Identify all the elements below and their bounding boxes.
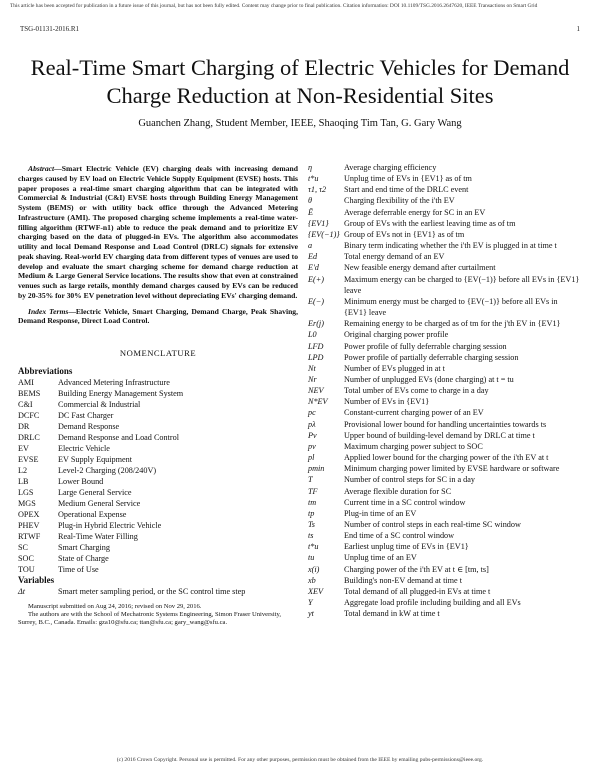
symbol-entry-definition: Unplug time of an EV <box>344 553 417 563</box>
symbol-entry-definition: Aggregate load profile including building and all EVs <box>344 598 521 608</box>
symbol-entry <box>308 530 582 541</box>
abbreviation-entry-term: L2 <box>18 466 28 475</box>
abstract-lead: Abstract <box>28 164 55 173</box>
symbol-entry-term: Y <box>308 598 313 608</box>
variable-list <box>18 586 298 597</box>
abbreviation-entry <box>18 498 298 509</box>
symbol-entry-definition: Charging flexibility of the i'th EV <box>344 196 455 206</box>
symbol-entry-term: η <box>308 163 313 172</box>
abbreviation-entry <box>18 476 298 487</box>
left-column <box>18 158 298 627</box>
symbol-entry <box>308 564 582 575</box>
symbol-entry-definition: Remaining energy to be charged as of tm for the j'th EV in {EV1} <box>344 319 561 329</box>
abbreviation-entry <box>18 432 298 443</box>
abbreviation-entry-definition: Electric Vehicle <box>58 444 110 453</box>
symbol-entry-term: pmin <box>308 464 325 474</box>
symbol-entry-definition: Constant-current charging power of an EV <box>344 408 484 418</box>
symbol-entry-term: E(−) <box>308 296 324 306</box>
symbol-entry-term: Nt <box>308 363 316 373</box>
abbreviation-entry-term: DR <box>18 422 30 431</box>
symbol-entry <box>308 274 582 296</box>
abbreviation-entry-term: C&I <box>18 400 33 409</box>
symbol-entry-definition: Number of control steps for SC in a day <box>344 475 475 485</box>
symbol-entry-term: pl <box>308 453 315 463</box>
symbol-entry-definition: Total demand in kW at time t <box>344 609 440 619</box>
symbol-entry-definition: Average flexible duration for SC <box>344 486 452 496</box>
symbol-entry <box>308 162 582 173</box>
symbol-entry-term: L0 <box>308 330 317 340</box>
symbol-entry-definition: Binary term indicating whether the i'th EV is plugged in at time t <box>344 241 557 251</box>
symbol-entry <box>308 329 582 340</box>
symbol-entry <box>308 519 582 530</box>
symbol-entry <box>308 586 582 597</box>
symbol-entry <box>308 229 582 240</box>
symbol-entry <box>308 486 582 497</box>
symbol-entry-term: τ1, τ2 <box>308 185 327 195</box>
abbreviation-entry <box>18 465 298 476</box>
abbreviation-entry-term: SC <box>18 543 29 552</box>
symbol-entry <box>308 173 582 184</box>
symbol-entry <box>308 318 582 329</box>
symbol-entry-definition: Start and end time of the DRLC event <box>344 185 469 195</box>
symbol-entry <box>308 597 582 608</box>
symbol-entry-definition: Applied lower bound for the charging power of the i'th EV at t <box>344 453 549 463</box>
symbol-entry-definition: Average charging efficiency <box>344 163 437 172</box>
copyright-notice: (c) 2016 Crown Copyright. Personal use is permitted. For any other purposes, permission must be obtained from the IEEE by emailing pubs-permissions@ieee.org. <box>116 757 484 763</box>
symbol-entry-term: θ <box>308 196 313 206</box>
abbreviation-entry-definition: Demand Response <box>58 422 120 431</box>
symbol-entry <box>308 374 582 385</box>
nomenclature-heading: NOMENCLATURE <box>119 348 197 358</box>
paper-title: Real-Time Smart Charging of Electric Vehicles for Demand Charge Reduction at Non-Residential Sites <box>30 55 570 108</box>
abbreviation-entry <box>18 454 298 465</box>
symbol-entry-definition: Number of control steps in each real-time SC window <box>344 520 521 529</box>
symbol-entry-definition: Minimum charging power limited by EVSE hardware or software <box>344 464 560 474</box>
symbol-entry-definition: Number of unplugged EVs (done charging) at t = tu <box>344 374 514 384</box>
abbreviation-entry <box>18 388 298 399</box>
symbol-entry-definition: Number of EVs plugged in at t <box>344 363 445 373</box>
symbol-entry <box>308 552 582 563</box>
abbreviation-list <box>18 377 298 575</box>
symbol-entry-definition: Charging power of the i'th EV at t ∈ [tm, ts] <box>344 564 489 574</box>
abbreviation-entry-term: DRLC <box>18 433 40 442</box>
index-terms <box>18 307 298 327</box>
abbreviation-entry <box>18 564 298 575</box>
symbol-entry-term: Er(j) <box>308 319 324 329</box>
symbol-entry-definition: Power profile of fully deferrable charging session <box>344 341 507 351</box>
symbol-entry-term: T <box>308 475 313 485</box>
symbol-entry-term: NEV <box>308 386 324 396</box>
abstract <box>18 164 298 301</box>
symbol-entry-term: LPD <box>308 352 324 362</box>
manuscript-footnote <box>18 603 298 627</box>
page-number: 1 <box>576 25 580 33</box>
symbol-entry-term: pc <box>308 408 316 418</box>
symbol-entry-definition: Upper bound of building-level demand by DRLC at time t <box>344 430 535 440</box>
abbreviation-entry-definition: Building Energy Management System <box>58 389 184 398</box>
symbol-entry-term: t*u <box>308 542 319 552</box>
abbreviation-entry-term: RTWF <box>18 532 41 541</box>
abbreviation-entry <box>18 531 298 542</box>
symbol-entry <box>308 430 582 441</box>
abbreviation-entry <box>18 509 298 520</box>
symbol-entry-term: tm <box>308 497 317 507</box>
abbreviation-entry-term: EVSE <box>18 455 39 464</box>
symbol-entry-definition: Building's non-EV demand at time t <box>344 575 462 585</box>
symbol-entry-term: a <box>308 241 313 251</box>
symbol-entry <box>308 195 582 206</box>
abbreviation-entry-definition: Commercial & Industrial <box>58 400 141 409</box>
abbreviation-entry-term: BEMS <box>18 389 41 398</box>
symbol-entry-definition: Provisional lower bound for handling uncertainties towards ts <box>344 419 547 429</box>
variables-heading: Variables <box>18 575 55 585</box>
abbreviation-entry <box>18 443 298 454</box>
symbol-entry-term: XEV <box>308 586 324 596</box>
abbreviation-entry-definition: Time of Use <box>58 565 99 574</box>
symbol-entry <box>308 296 582 318</box>
symbol-entry-definition: Minimum energy must be charged to {EV(−1)} before all EVs in {EV1} leave <box>344 296 558 318</box>
abbreviation-entry-definition: Plug-in Hybrid Electric Vehicle <box>58 521 162 530</box>
symbol-entry-definition: Group of EVs not in {EV1} as of tm <box>344 229 465 239</box>
abbreviation-entry-definition: Level-2 Charging (208/240V) <box>58 466 157 475</box>
abbreviation-entry <box>18 399 298 410</box>
symbol-entry-term: E'd <box>308 263 319 273</box>
symbol-entry-term: LFD <box>308 341 324 351</box>
symbol-entry-definition: End time of a SC control window <box>344 531 455 541</box>
abbreviation-entry-definition: Operational Expense <box>58 510 127 519</box>
symbol-entry-definition: Unplug time of EVs in {EV1} as of tm <box>344 174 472 184</box>
symbol-entry-term: Ts <box>308 520 315 529</box>
symbol-entry-term: {EV1} <box>308 218 329 228</box>
symbol-entry <box>308 452 582 463</box>
index-terms-lead: Index Terms <box>28 306 69 316</box>
abbreviation-entry-definition: Real-Time Water Filling <box>58 532 138 541</box>
symbol-entry-term: tp <box>308 508 315 518</box>
symbol-entry <box>308 396 582 407</box>
abbreviation-entry <box>18 421 298 432</box>
abbreviation-entry <box>18 520 298 531</box>
symbol-entry-term: {EV(−1)} <box>308 229 340 239</box>
symbol-entry <box>308 240 582 251</box>
abbreviation-entry-term: LGS <box>18 488 34 497</box>
symbol-entry <box>308 251 582 262</box>
symbol-entry-term: ts <box>308 531 314 541</box>
abbreviation-entry <box>18 542 298 553</box>
symbol-entry-definition: Total energy demand of an EV <box>344 252 445 262</box>
symbol-entry-definition: Total demand of all plugged-in EVs at time t <box>344 586 491 596</box>
variable-entry-definition: Smart meter sampling period, or the SC control time step <box>58 587 246 596</box>
abbreviation-entry <box>18 410 298 421</box>
symbol-entry <box>308 363 582 374</box>
abbreviation-entry <box>18 487 298 498</box>
symbol-entry-definition: Group of EVs with the earliest leaving time as of tm <box>344 218 516 228</box>
footnote-line-2: The authors are with the School of Mechatronic Systems Engineering, Simon Fraser University, Surrey, B.C., Canada. Emails: gza10@sfu.ca; ttan@sfu.ca; gary_wang@sfu.ca. <box>18 611 282 626</box>
symbol-entry <box>308 407 582 418</box>
symbol-entry-definition: Current time in a SC control window <box>344 497 466 507</box>
abbreviation-entry-definition: State of Charge <box>58 554 109 563</box>
symbol-entry <box>308 441 582 452</box>
symbol-entry <box>308 184 582 195</box>
symbol-entry-term: yt <box>308 609 314 619</box>
abbreviation-entry-definition: Smart Charging <box>58 543 110 552</box>
symbol-entry <box>308 463 582 474</box>
symbol-entry-term: x(i) <box>308 564 320 574</box>
abbreviation-entry-term: OPEX <box>18 510 40 519</box>
symbol-entry-definition: Number of EVs in {EV1} <box>344 397 430 407</box>
symbol-entry-term: TF <box>308 486 318 496</box>
page-header <box>20 25 580 33</box>
symbol-entry <box>308 497 582 508</box>
symbol-entry <box>308 341 582 352</box>
symbol-entry <box>308 541 582 552</box>
symbol-entry-term: t*u <box>308 174 319 184</box>
symbol-entry-term: pv <box>308 441 316 451</box>
symbol-entry-definition: New feasible energy demand after curtailment <box>344 263 496 273</box>
symbol-entry-term: Ē <box>308 207 314 217</box>
abbreviation-entry-definition: Demand Response and Load Control <box>58 433 179 442</box>
symbol-entry-term: E(+) <box>308 274 324 284</box>
abbreviation-entry-term: DCFC <box>18 411 40 420</box>
symbol-entry-definition: Maximum energy can be charged to {EV(−1)} before all EVs in {EV1} leave <box>344 274 580 295</box>
abbreviation-entry <box>18 553 298 564</box>
abbreviation-entry-term: EV <box>18 444 29 453</box>
abbreviation-entry-term: PHEV <box>18 521 40 530</box>
abbreviation-entry-definition: Lower Bound <box>58 477 104 486</box>
symbol-entry-definition: Maximum charging power subject to SOC <box>344 441 483 451</box>
author-line: Guanchen Zhang, Student Member, IEEE, Shaoqing Tim Tan, G. Gary Wang <box>138 118 462 129</box>
abbreviation-entry-term: TOU <box>18 565 35 574</box>
abbreviation-entry-term: AMI <box>18 378 34 387</box>
abbreviation-entry-definition: EV Supply Equipment <box>58 455 132 464</box>
symbol-entry-definition: Original charging power profile <box>344 330 449 340</box>
footnote-line-1: Manuscript submitted on Aug 24, 2016; revised on Nov 29, 2016. <box>28 603 202 610</box>
symbol-entry <box>308 474 582 485</box>
publication-notice: This article has been accepted for publication in a future issue of this journal, but has not been fully edited. Content may change prior to final publication. Citation information: DOI 10.1109/TSG.2016.2647620, IEEE Transactions on Smart Grid <box>10 3 538 9</box>
abbreviation-entry-definition: Medium General Service <box>58 499 141 508</box>
symbol-entry-term: N*EV <box>308 397 328 407</box>
variable-entry <box>18 586 298 597</box>
symbol-entry <box>308 575 582 586</box>
symbol-entry-term: tu <box>308 553 315 563</box>
symbol-entry <box>308 508 582 519</box>
paper-id: TSG-01131-2016.R1 <box>20 25 80 33</box>
symbol-entry <box>308 385 582 396</box>
symbol-entry-definition: Power profile of partially deferrable charging session <box>344 352 519 362</box>
symbol-entry-definition: Earliest unplug time of EVs in {EV1} <box>344 542 469 552</box>
abbreviation-entry-definition: Advanced Metering Infrastructure <box>58 378 170 387</box>
symbol-entry <box>308 419 582 430</box>
symbol-entry-term: xb <box>308 575 316 585</box>
symbol-entry <box>308 218 582 229</box>
abbreviation-entry-term: LB <box>18 477 29 486</box>
symbol-entry <box>308 608 582 619</box>
symbol-entry <box>308 262 582 273</box>
abbreviation-entry-term: SOC <box>18 554 34 563</box>
symbol-entry-definition: Plug-in time of an EV <box>344 508 417 518</box>
abbreviation-entry-term: MGS <box>18 499 36 508</box>
abstract-text: —Smart Electric Vehicle (EV) charging deals with increasing demand charges caused by EV load on Electric Vehicle Supply Equipment (EVSE) hosts. This paper proposes a real-time smart charging algorithm that can be integrated with Commercial & Industrial (C&I) EVSE hosts through Building Energy Management System (BEMS) or with utility back office through the Advanced Metering Infrastructure (AMI). The proposed charging scheme implements a real-time water-filling algorithm (RTWF-n1) able to reduce the peak demand and to prioritize EV charging based on the data of plugged-in EVs. The algorithm also accommodates utility and local Demand Response and Load Control (DRLC) signals for extensive peak shaving. Real-world EV charging data from different types of venues are used to develop and evaluate the smart charging scheme for demand charge reduction at Medium & Large General Service locations. The results show that even at constrained venues such as large retails, monthly demand charges caused by EVs can be reduced by 20-35% for 30% EV penetration level without depreciating EVs' charging demand. <box>18 164 298 300</box>
abbreviation-entry-definition: Large General Service <box>58 488 132 497</box>
symbol-entry <box>308 352 582 363</box>
symbol-entry-definition: Average deferrable energy for SC in an EV <box>344 207 486 217</box>
symbol-entry <box>308 207 582 218</box>
symbol-entry-term: Pv <box>308 430 317 440</box>
symbol-entry-term: Nr <box>308 374 317 384</box>
symbol-list <box>308 162 582 619</box>
symbol-entry-term: Ed <box>308 252 318 262</box>
variable-entry-term: Δt <box>18 587 26 596</box>
index-terms-text: —Electric Vehicle, Smart Charging, Demand Charge, Peak Shaving, Demand Response, Direct Load Control. <box>18 306 298 326</box>
symbol-entry-term: pλ <box>308 419 316 429</box>
symbol-entry-definition: Total umber of EVs come to charge in a day <box>344 386 489 396</box>
abbreviations-heading: Abbreviations <box>18 366 73 376</box>
abbreviation-entry <box>18 377 298 388</box>
abbreviation-entry-definition: DC Fast Charger <box>58 411 114 420</box>
